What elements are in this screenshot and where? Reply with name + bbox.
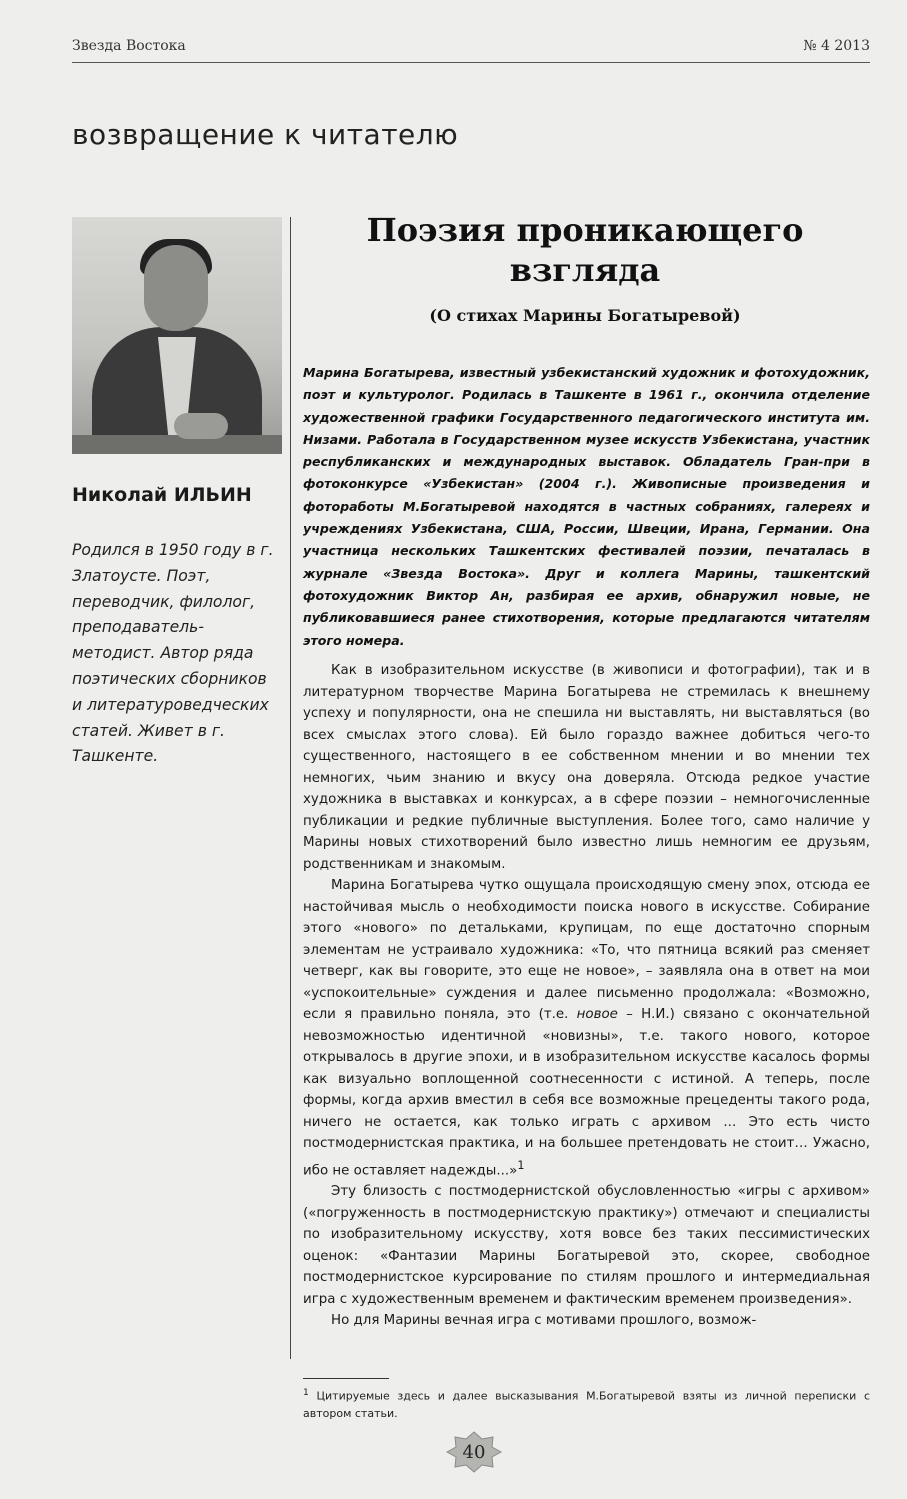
article-title: Поэзия проникающего взгляда [366, 211, 804, 289]
footnote-ref[interactable]: 1 [517, 1158, 525, 1172]
article-body [303, 660, 870, 1332]
body-paragraph: Марина Богатырева чутко ощущала происходящую смену эпох, отсюда ее настойчивая мысль о необходимости поиска нового в искусстве. Собирание этого «нового» по детальками, крупицам, по еще достаточно спорным элементам не устраивало художника: «То, что пятница всякий раз сменяет четверг, как вы говорите, это еще не новое», – заявляла она в ответ на мои «успокоительные» суждения и далее письменно продолжала: «Возможно, если я правильно поняла, это (т.е. новое – Н.И.) связано с окончательной невозможностью идентичной «новизны», т.е. такого нового, которое открывалось в другие эпохи, и в изобразительном искусстве касалось формы как визуально воплощенной соотнесенности с истиной. А теперь, после формы, когда архив вместил в себя все возможные прецеденты такого рода, ничего не остается, как только играть с архивом ... Это есть чисто постмодернистская практика, и на большее претендовать не стоит… Ужасно, ибо не оставляет надежды...»$^1$ [303, 878, 871, 1178]
page-number: 40 [462, 1441, 486, 1463]
header-rule [72, 62, 870, 63]
article-lead: Марина Богатырева, известный узбекистанский художник и фотохудожник, поэт и культуролог. Родилась в Ташкенте в 1961 г., окончила отделение художественной графики Государственного педагогического института им. Низами. Работала в Государственном музее искусств Узбекистана, участник республиканских и международных выставок. Обладатель Гран-при в фотоконкурсе «Узбекистан» (2004 г.). Живописные произведения и фоторaботы М.Богатыревой находятся в частных собраниях, галереях и учреждениях Узбекистана, США, России, Швеции, Ирана, Германии. Она участница нескольких Ташкентских фестивалей поэзии, печаталась в журнале «Звезда Востока». Друг и коллега Марины, ташкентский фотохудожник Виктор Ан, разбирая ее архив, обнаружил новые, не публиковавшиеся ранее стихотворения, которые предлагаются читателям этого номера. [303, 365, 870, 648]
body-paragraph: Но для Марины вечная игра с мотивами прошлого, возмож- [331, 1313, 757, 1329]
author-bio: Родился в 1950 году в г. Златоусте. Поэт, переводчик, филолог, преподаватель-методист. Автор ряда поэтических сборников и литературоведческих статей. Живет в г. Ташкенте. [72, 541, 274, 766]
author-portrait [72, 217, 282, 454]
section-title: возвращение к читателю [72, 118, 459, 151]
footnote: $^1$ Цитируемые здесь и далее высказывания М.Богатыревой взяты из личной переписки с автором статьи. [303, 1387, 870, 1420]
article-subtitle: (О стихах Марины Богатыревой) [429, 306, 741, 325]
footnote-rule [303, 1378, 389, 1379]
body-paragraph: Эту близость с постмодернистской обусловленностью «игры с архивом» («погруженность в постмодернистскую практику») отмечают и специалисты по изобразительному искусству, хотя вовсе без таких пессимистических оценок: «Фантазии Марины Богатыревой это, скорее, свободное постмодернистское курсирование по стилям прошлого и интермедиальная игра с художественным временем и фактическим временем произведения». [303, 1184, 870, 1307]
body-paragraph: Как в изобразительном искусстве (в живописи и фотографии), так и в литературном творчестве Марина Богатырева не стремилась к внешнему успеху и популярности, она не спешила ни выставлять, ни выставляться (во всех смыслах этого слова). Ей было гораздо важнее добиться чего-то существенного, настоящего в ее собственном мнении и во мнении тех немногих, чьим знанию и вкусу она доверяла. Отсюда редкое участие художника в выставках и конкурсах, а в сфере поэзии – немногочисленные публикации и редкие публичные выступления. Более того, само наличие у Марины новых стихотворений было известно лишь немногим ее друзьям, родственникам и знакомым. [303, 663, 870, 872]
issue-number: № 4 2013 [803, 38, 870, 54]
journal-name: Звезда Востока [72, 38, 186, 54]
running-head [72, 36, 870, 60]
column-divider [290, 217, 291, 1359]
page-number-badge [446, 1431, 502, 1473]
author-name: Николай ИЛЬИН [72, 484, 252, 506]
